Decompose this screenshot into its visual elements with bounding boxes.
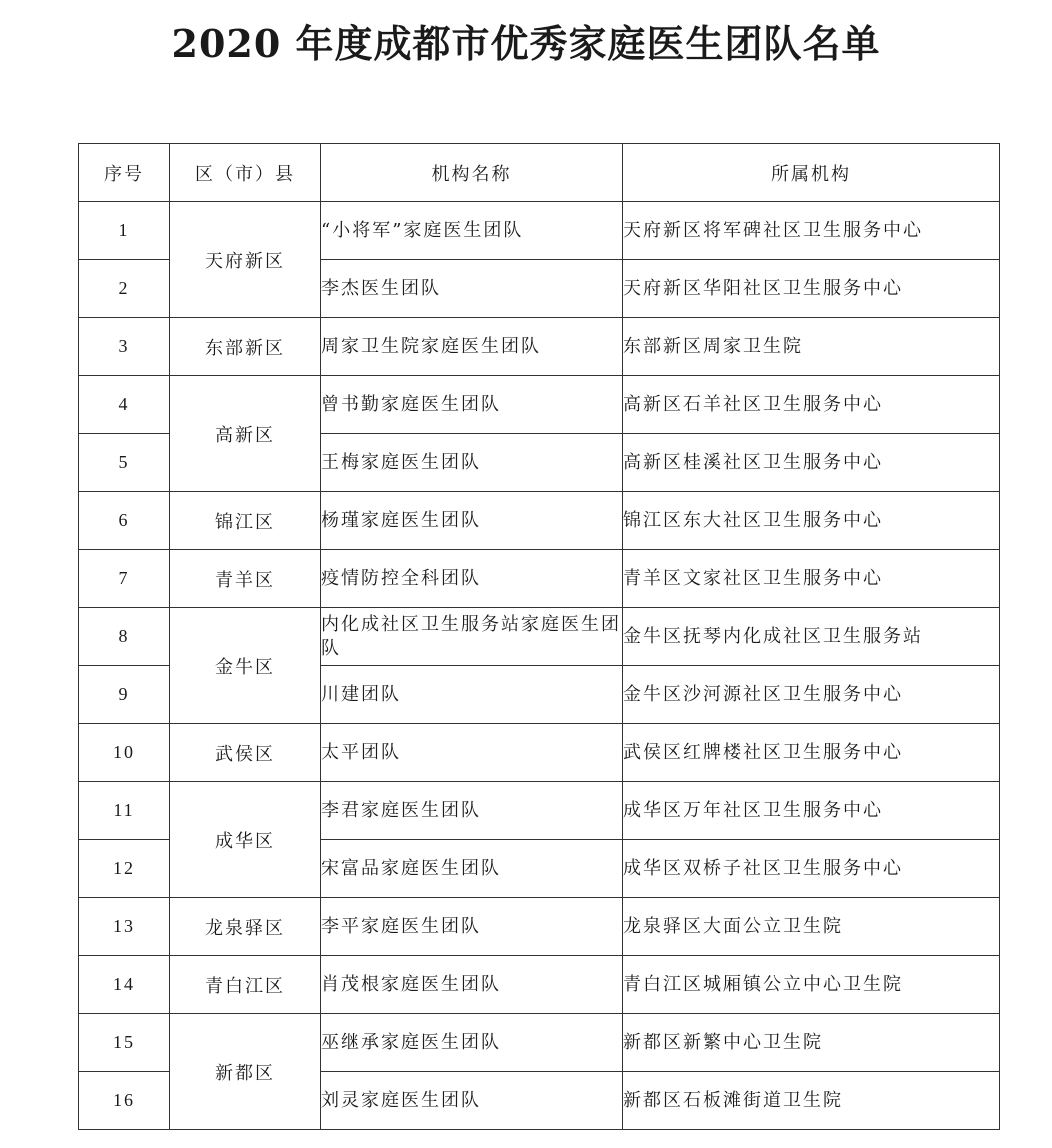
table-row <box>79 724 1000 782</box>
team-name-cell: 川建团队 <box>321 666 623 724</box>
row-number: 12 <box>79 840 170 898</box>
table-row <box>79 318 1000 376</box>
row-number: 14 <box>79 956 170 1014</box>
district-cell: 锦江区 <box>170 492 321 550</box>
affiliated-org-cell: 高新区石羊社区卫生服务中心 <box>623 376 1000 434</box>
header-serial-number: 序号 <box>79 144 170 202</box>
affiliated-org-cell: 天府新区华阳社区卫生服务中心 <box>623 260 1000 318</box>
row-number: 6 <box>79 492 170 550</box>
row-number: 5 <box>79 434 170 492</box>
affiliated-org-cell: 武侯区红牌楼社区卫生服务中心 <box>623 724 1000 782</box>
page-title: 2020 年度成都市优秀家庭医生团队名单 <box>171 21 881 66</box>
team-name-cell: 巫继承家庭医生团队 <box>321 1014 623 1072</box>
team-name-cell: 肖茂根家庭医生团队 <box>321 956 623 1014</box>
table-row <box>79 608 1000 666</box>
table-row <box>79 202 1000 260</box>
affiliated-org-cell: 青羊区文家社区卫生服务中心 <box>623 550 1000 608</box>
table-row <box>79 956 1000 1014</box>
district-cell: 龙泉驿区 <box>170 898 321 956</box>
row-number: 8 <box>79 608 170 666</box>
affiliated-org-cell: 新都区石板滩街道卫生院 <box>623 1072 1000 1130</box>
team-name-cell: 王梅家庭医生团队 <box>321 434 623 492</box>
table-row <box>79 376 1000 434</box>
row-number: 2 <box>79 260 170 318</box>
row-number: 9 <box>79 666 170 724</box>
affiliated-org-cell: 成华区万年社区卫生服务中心 <box>623 782 1000 840</box>
district-cell: 武侯区 <box>170 724 321 782</box>
team-name-cell: “小将军”家庭医生团队 <box>321 202 623 260</box>
district-cell: 新都区 <box>170 1014 321 1130</box>
team-name-cell: 杨瑾家庭医生团队 <box>321 492 623 550</box>
district-cell: 青白江区 <box>170 956 321 1014</box>
district-cell: 天府新区 <box>170 202 321 318</box>
header-team-name: 机构名称 <box>321 144 623 202</box>
affiliated-org-cell: 新都区新繁中心卫生院 <box>623 1014 1000 1072</box>
row-number: 11 <box>79 782 170 840</box>
table-row <box>79 898 1000 956</box>
affiliated-org-cell: 高新区桂溪社区卫生服务中心 <box>623 434 1000 492</box>
affiliated-org-cell: 青白江区城厢镇公立中心卫生院 <box>623 956 1000 1014</box>
team-roster-table <box>78 143 1000 1130</box>
row-number: 10 <box>79 724 170 782</box>
row-number: 15 <box>79 1014 170 1072</box>
affiliated-org-cell: 金牛区沙河源社区卫生服务中心 <box>623 666 1000 724</box>
district-cell: 青羊区 <box>170 550 321 608</box>
team-name-cell: 内化成社区卫生服务站家庭医生团队 <box>321 608 623 666</box>
table-row <box>79 492 1000 550</box>
row-number: 1 <box>79 202 170 260</box>
row-number: 7 <box>79 550 170 608</box>
row-number: 3 <box>79 318 170 376</box>
affiliated-org-cell: 东部新区周家卫生院 <box>623 318 1000 376</box>
team-name-cell: 李平家庭医生团队 <box>321 898 623 956</box>
table-header-row <box>79 144 1000 202</box>
team-name-cell: 刘灵家庭医生团队 <box>321 1072 623 1130</box>
team-name-cell: 曾书勤家庭医生团队 <box>321 376 623 434</box>
table-row <box>79 1014 1000 1072</box>
district-cell: 成华区 <box>170 782 321 898</box>
district-cell: 东部新区 <box>170 318 321 376</box>
team-name-cell: 太平团队 <box>321 724 623 782</box>
row-number: 4 <box>79 376 170 434</box>
team-name-cell: 李君家庭医生团队 <box>321 782 623 840</box>
table-row <box>79 782 1000 840</box>
header-district: 区（市）县 <box>170 144 321 202</box>
district-cell: 高新区 <box>170 376 321 492</box>
table-row <box>79 550 1000 608</box>
row-number: 16 <box>79 1072 170 1130</box>
row-number: 13 <box>79 898 170 956</box>
affiliated-org-cell: 成华区双桥子社区卫生服务中心 <box>623 840 1000 898</box>
affiliated-org-cell: 龙泉驿区大面公立卫生院 <box>623 898 1000 956</box>
team-name-cell: 宋富品家庭医生团队 <box>321 840 623 898</box>
affiliated-org-cell: 锦江区东大社区卫生服务中心 <box>623 492 1000 550</box>
header-affiliated-org: 所属机构 <box>623 144 1000 202</box>
team-name-cell: 李杰医生团队 <box>321 260 623 318</box>
affiliated-org-cell: 天府新区将军碑社区卫生服务中心 <box>623 202 1000 260</box>
team-name-cell: 疫情防控全科团队 <box>321 550 623 608</box>
district-cell: 金牛区 <box>170 608 321 724</box>
team-name-cell: 周家卫生院家庭医生团队 <box>321 318 623 376</box>
affiliated-org-cell: 金牛区抚琴内化成社区卫生服务站 <box>623 608 1000 666</box>
